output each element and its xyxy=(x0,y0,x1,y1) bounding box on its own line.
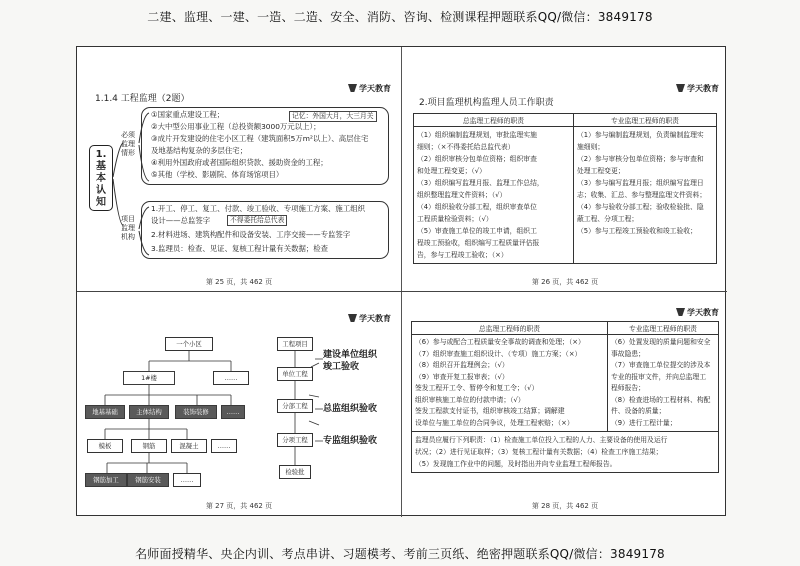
page-25 xyxy=(83,53,395,287)
inspector-line: 监理员应履行下列职责：（1）检查施工单位投入工程的人力、主要设备的使用及运行 xyxy=(415,436,668,444)
tree-node-more: …… xyxy=(173,473,201,487)
col2-line: （2）参与审核分包单位资格；参与审查和 xyxy=(577,155,704,163)
col1-header: 总监理工程师的职责 xyxy=(414,114,574,127)
label-owner-acceptance-1: 建设单位组织 xyxy=(323,350,378,360)
page-footer: 第 27 页，共 462 页 xyxy=(205,502,273,510)
col1-line: （1）组织编制监理规划，审批监理实施 xyxy=(417,131,537,139)
col1-line: （8）组织召开监理例会；（√） xyxy=(415,361,509,369)
level-project: 工程项目 xyxy=(277,337,313,351)
col2-line: 处理工程变更； xyxy=(577,167,625,175)
col2-line: 事故隐患； xyxy=(611,349,645,358)
tree-node-more: …… xyxy=(221,405,245,419)
col2-line: （3）参与编写监理月报；组织编写监理日 xyxy=(577,179,704,187)
big-label-4: 认 xyxy=(96,185,106,196)
tree-node-more: …… xyxy=(211,439,237,453)
col2-cell xyxy=(608,335,719,432)
label-specialist-acceptance: 专监组织验收 xyxy=(323,436,378,446)
tree-node-rebar-processing: 钢筋加工 xyxy=(85,473,127,487)
table-row xyxy=(412,335,719,432)
tree-node-project: 一个小区 xyxy=(165,337,213,351)
tree-node-more: …… xyxy=(213,371,249,385)
level-division-work: 分部工程 xyxy=(277,399,313,413)
tree-node-building: 1#楼 xyxy=(123,371,175,385)
label-chief-acceptance: 总监组织验收 xyxy=(323,404,378,414)
horizontal-divider xyxy=(77,291,727,292)
col1-line: （2）组织审核分包单位资格；组织审查 xyxy=(417,155,537,163)
page-logo xyxy=(676,307,719,318)
label-owner-acceptance-2: 竣工验收 xyxy=(323,362,360,372)
col1-line: （7）组织审查施工组织设计、（专项）施工方案；（×） xyxy=(415,349,582,358)
big-label-1: 1. xyxy=(95,149,107,160)
col1-line: （4）组织验收分部工程，组织审查单位 xyxy=(417,203,537,211)
col2-line: 件、设备的质量； xyxy=(611,407,666,415)
group2-item-1b: 设计——总监签字 xyxy=(151,216,211,225)
col2-line: （6）处置发现的质量问题和安全 xyxy=(611,338,711,346)
group1-item-3: ③成片开发建设的住宅小区工程（建筑面积5万m²以上）、高层住宅 xyxy=(151,134,369,143)
group2-label-1: 项目 xyxy=(121,215,135,223)
group1-item-4: ④利用外国政府或者国际组织贷款、援助资金的工程； xyxy=(151,158,328,167)
section-title: 2.项目监理机构监理人员工作职责 xyxy=(419,98,554,108)
group2-label xyxy=(117,215,139,242)
col2-line: （1）参与编制监理规划，负责编制监理实 xyxy=(577,131,704,139)
col1-line: 细则；（×不得委托给总监代表） xyxy=(417,143,515,151)
col2-line: 专业的报审文件，并向总监理工 xyxy=(611,372,707,381)
col1-line: 签发工程款支付证书，组织审核竣工结算；调解建 xyxy=(415,407,565,415)
duty-table xyxy=(413,113,717,264)
col1-line: 工程质量检验资料；（√） xyxy=(417,215,493,223)
col1-line: （5）审查施工单位的竣工申请，组织工 xyxy=(417,227,537,235)
page-28 xyxy=(407,297,723,511)
col1-line: （3）组织编写监理月报、监理工作总结， xyxy=(417,179,544,187)
inspector-line: 状况；（2）进行见证取样；（3）复核工程计量有关数据；（4）检查工序施工结果； xyxy=(415,448,663,456)
col1-line: 程竣工预验收，组织编写工程质量评估报 xyxy=(417,239,540,247)
col1-line: 签发工程开工令、暂停令和复工令；（√） xyxy=(415,384,539,392)
level-inspection-lot: 检验批 xyxy=(279,465,311,479)
col2-line: 志；收集、汇总、参与整理监理文件资料； xyxy=(577,191,707,199)
col1-line: （6）参与或配合工程质量安全事故的调查和处理；（×） xyxy=(415,338,585,346)
logo-text: 学天教育 xyxy=(687,308,719,317)
level-unit-work: 单位工程 xyxy=(277,367,313,381)
big-label-2: 基 xyxy=(96,161,106,172)
tree-node-structure: 主体结构 xyxy=(129,405,169,419)
page-logo xyxy=(676,83,719,94)
vertical-divider xyxy=(401,47,402,517)
tree-node-foundation: 地基基础 xyxy=(85,405,125,419)
table-header-row xyxy=(414,114,717,127)
inspector-line: （5）发现施工作业中的问题，及时指出并向专业监理工程师报告。 xyxy=(415,460,617,468)
logo-text: 学天教育 xyxy=(359,84,391,93)
col2-line: 程师报告； xyxy=(611,384,645,392)
tree-node-concrete: 混凝土 xyxy=(171,439,207,453)
group1-item-3b: 及地基结构复杂的多层住宅； xyxy=(151,146,248,155)
col2-cell xyxy=(574,127,717,264)
memo-note: 记忆：外国大月，大三月关 xyxy=(289,111,377,122)
group2-label-2: 监理 xyxy=(121,224,135,232)
group2-item-1: 1.开工、停工、复工、付款、竣工验收、专项施工方案、施工组织 xyxy=(151,204,365,213)
group2-item-3: 3.监理员：检查、见证、复核工程计量有关数据；检查 xyxy=(151,244,329,253)
stamp-note: 不得委托给总代表 xyxy=(227,215,287,226)
group1-label-3: 情形 xyxy=(121,149,135,157)
group1-item-2: ②大中型公用事业工程（总投资额3000万元以上）； xyxy=(151,122,321,131)
big-label-3: 本 xyxy=(96,173,106,184)
tree-node-rebar-install: 钢筋安装 xyxy=(127,473,169,487)
table-header-row xyxy=(412,322,719,335)
page-footer: 第 25 页，共 462 页 xyxy=(205,278,273,286)
page-footer: 第 28 页，共 462 页 xyxy=(531,502,599,510)
bottom-banner: 名师面授精华、央企内训、考点串讲、习题模考、考前三页纸、绝密押题联系QQ/微信：3849178 xyxy=(135,547,665,561)
page-27 xyxy=(83,297,395,511)
col1-line: 组织审核施工单位的付款申请；（√） xyxy=(415,395,525,404)
col2-line: （7）审查施工单位提交的涉及本 xyxy=(611,361,711,369)
col1-line: 告，参与工程竣工验收；（×） xyxy=(417,251,508,259)
big-label-5: 知 xyxy=(96,197,106,208)
level-subitem-work: 分项工程 xyxy=(277,433,313,447)
col2-header: 专业监理工程师的职责 xyxy=(608,322,719,335)
col2-line: 施细则； xyxy=(577,143,605,151)
group1-label xyxy=(117,131,139,158)
logo-text: 学天教育 xyxy=(359,314,391,323)
col1-cell xyxy=(414,127,574,264)
scanned-sheet xyxy=(76,46,726,516)
group1-label-2: 监理 xyxy=(121,140,135,148)
col1-header: 总监理工程师的职责 xyxy=(412,322,608,335)
group1-item-1: ①国家重点建设工程； xyxy=(151,110,225,119)
col2-line: （8）检查进场的工程材料、构配 xyxy=(611,395,711,404)
group1-label-1: 必须 xyxy=(121,131,135,139)
tree-node-decoration: 装饰装修 xyxy=(175,405,217,419)
tree-node-rebar: 钢筋 xyxy=(131,439,167,453)
col1-cell xyxy=(412,335,608,432)
logo-text: 学天教育 xyxy=(687,84,719,93)
col1-line: （9）审查开复工报审表；（√） xyxy=(415,372,509,381)
top-banner: 二建、监理、一建、一造、二造、安全、消防、咨询、检测课程押题联系QQ/微信：3849178 xyxy=(147,10,653,24)
inspector-duties-cell xyxy=(412,432,719,473)
col2-header: 专业监理工程师的职责 xyxy=(574,114,717,127)
col1-line: 组织整理监理文件资料；（√） xyxy=(417,191,507,199)
tree-node-formwork: 模板 xyxy=(87,439,123,453)
table-row xyxy=(414,127,717,264)
col2-line: （5）参与工程竣工预验收和竣工验收； xyxy=(577,227,697,235)
table-row xyxy=(412,432,719,473)
logo-icon xyxy=(676,308,685,316)
col1-line: 设单位与施工单位的合同争议，处理工程索赔；（×） xyxy=(415,418,574,427)
group1-item-5: ⑤其他（学校、影剧院、体育场馆项目） xyxy=(151,170,284,179)
duty-table xyxy=(411,321,719,473)
group2-item-2: 2.材料进场、建筑构配件和设备安装、工序交接——专监签字 xyxy=(151,230,351,239)
logo-icon xyxy=(676,84,685,92)
col1-line: 和处理工程变更；（√） xyxy=(417,167,486,175)
col2-line: （4）参与验收分部工程；验收检验批、隐 xyxy=(577,203,704,211)
page-footer: 第 26 页，共 462 页 xyxy=(531,278,599,286)
page-26 xyxy=(407,53,723,287)
label-owner-acceptance xyxy=(323,349,377,373)
section-title: 1.1.4 工程监理（2题） xyxy=(95,94,190,104)
col2-line: 蔽工程、分项工程； xyxy=(577,215,639,223)
col2-line: （9）进行工程计量； xyxy=(611,418,677,427)
group2-label-3: 机构 xyxy=(121,233,135,241)
